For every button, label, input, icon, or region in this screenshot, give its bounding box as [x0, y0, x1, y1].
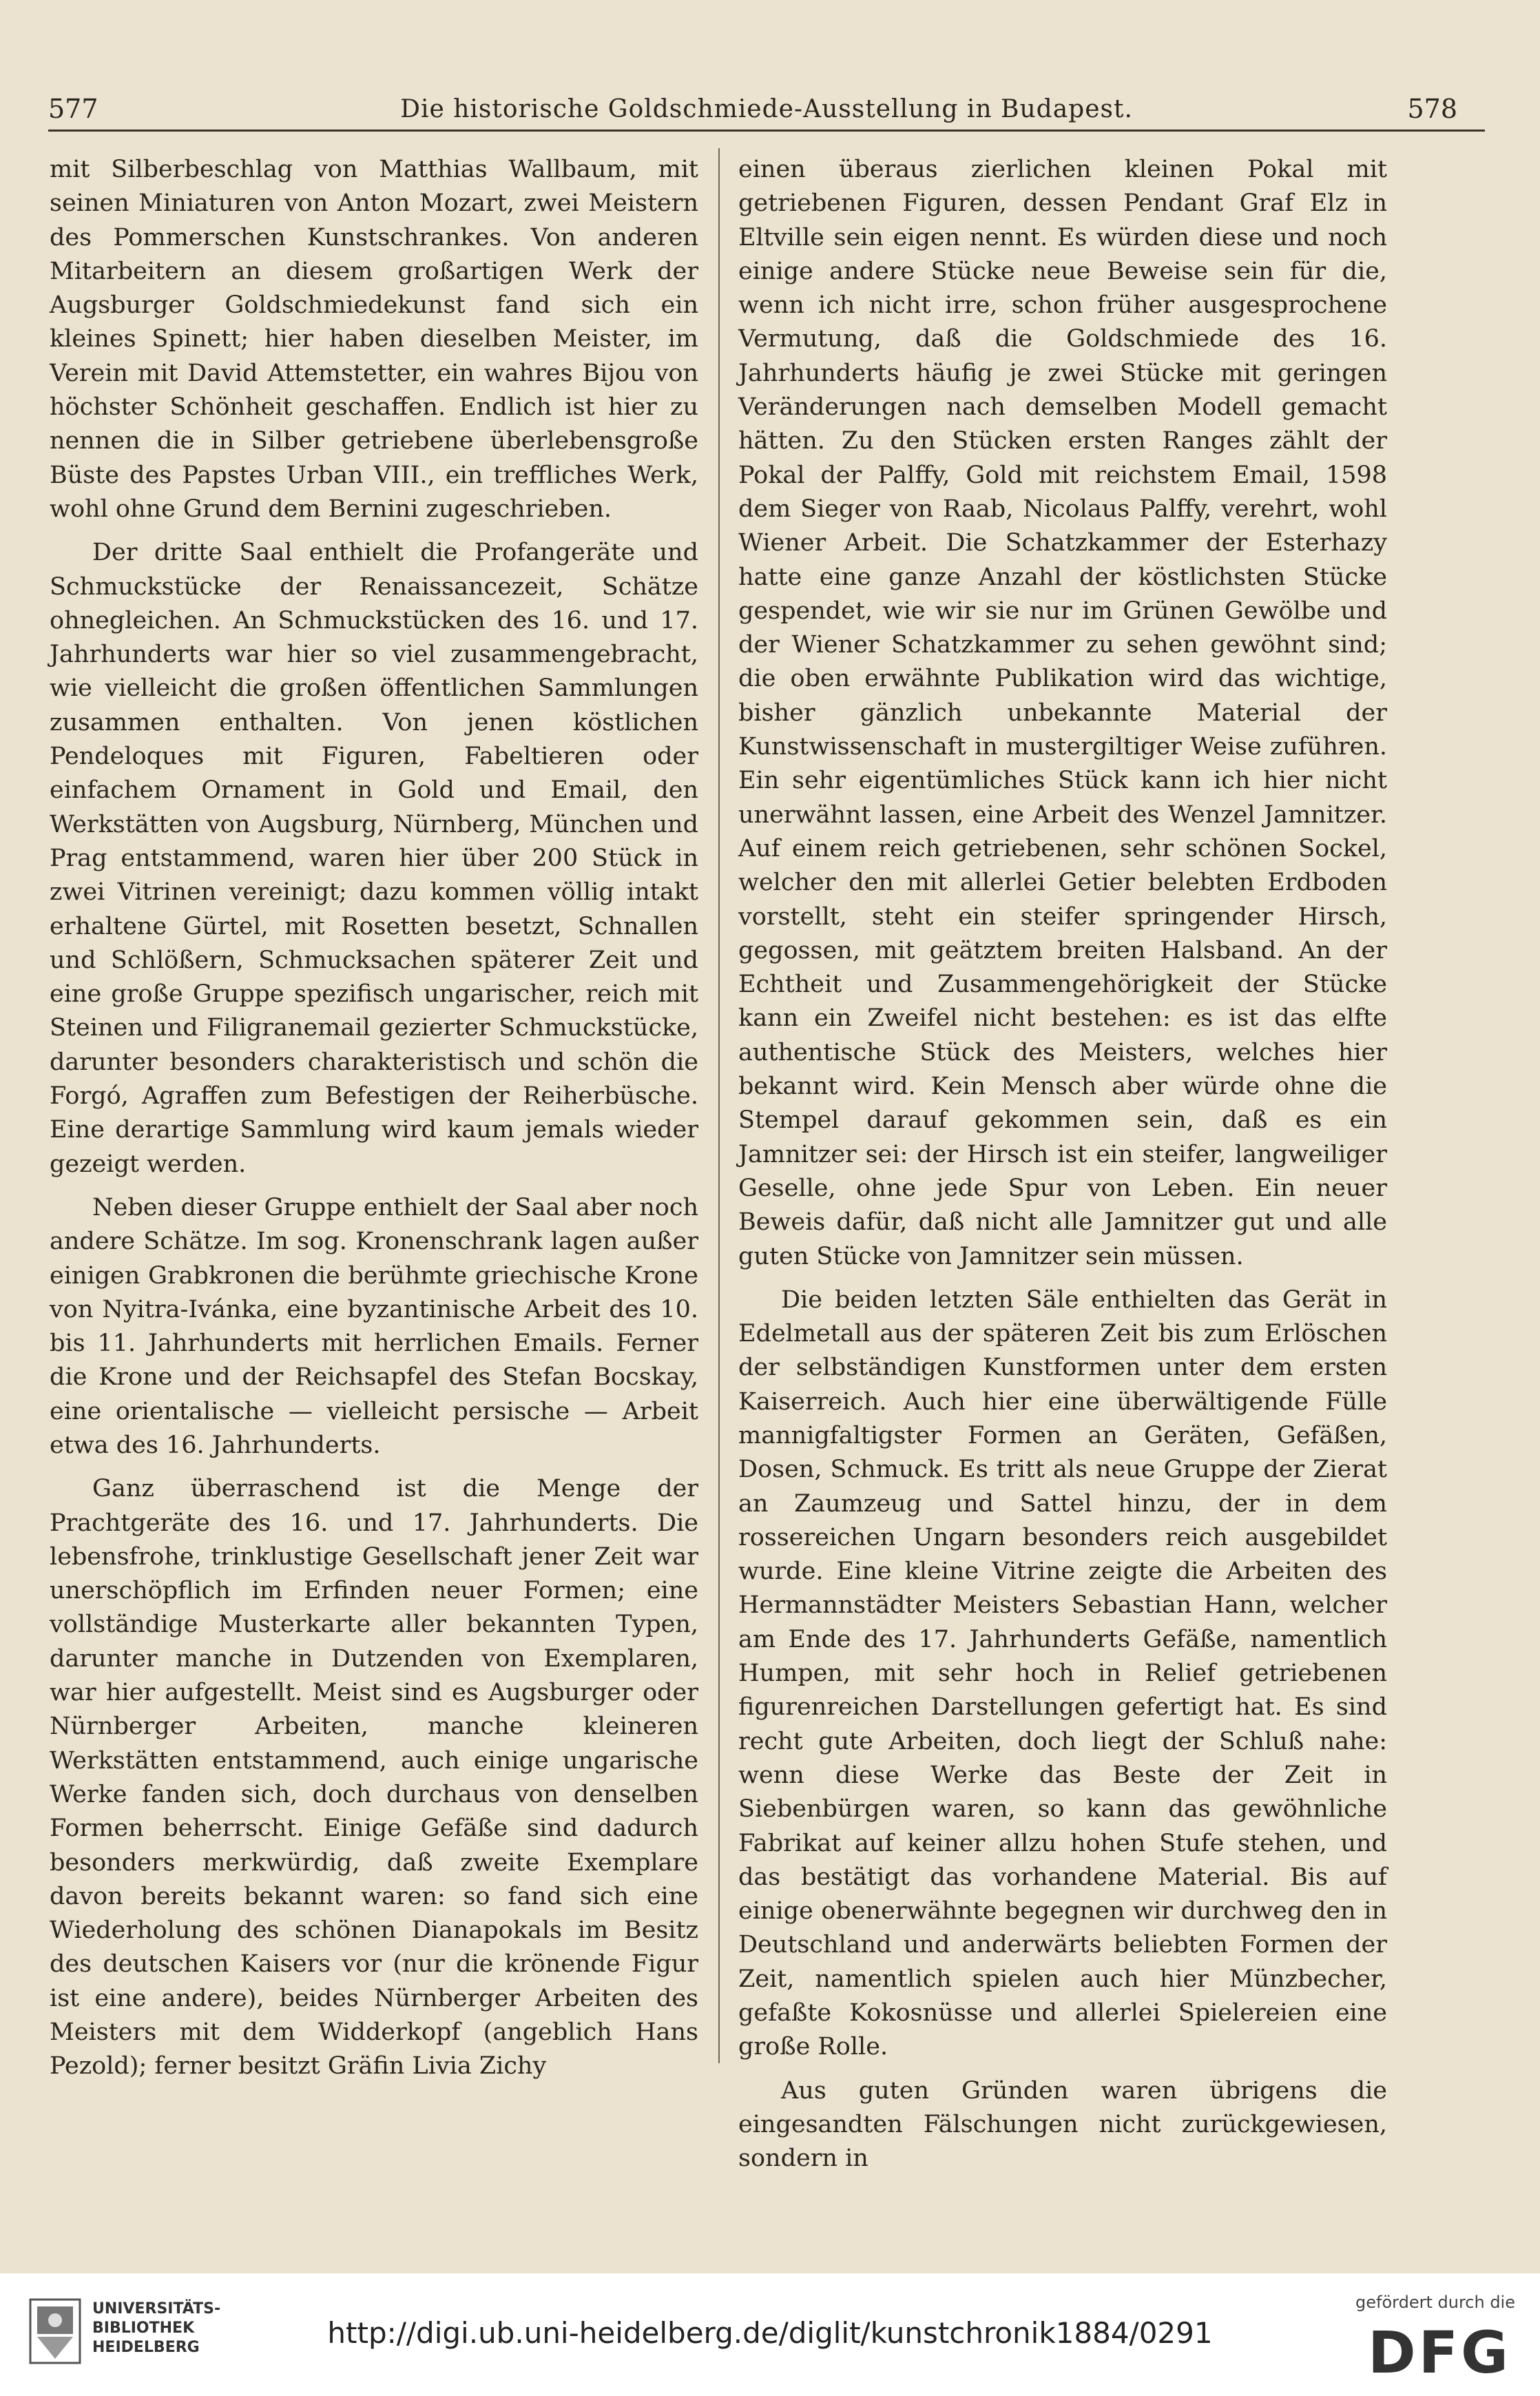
source-url-link[interactable]: http://digi.ub.uni-heidelberg.de/diglit/kunstchronik1884/0291 [327, 2316, 1213, 2350]
page-header [48, 81, 1485, 132]
right-column [738, 153, 1387, 2186]
dfg-logo: DFG [1367, 2319, 1511, 2386]
paragraph: Ganz überraschend ist die Menge der Prachtgeräte des 16. und 17. Jahrhunderts. Die lebensfrohe, trinklustige Gesellschaft jener Zeit war unerschöpflich im Erfinden neuer Formen; eine vollständige Musterkarte aller bekannten Typen, darunter manche in Dutzenden von Exemplaren, war hier aufgestellt. Meist sind es Augsburger oder Nürnberger Arbeiten, manche kleineren Werkstätten entstammend, auch einige ungarische Werke fanden sich, doch durchaus von denselben Formen beherrscht. Einige Gefäße sind dadurch besonders merkwürdig, daß zweite Exemplare davon bereits bekannt waren: so fand sich eine Wiederholung des schönen Dianapokals im Besitz des deutschen Kaisers vor (nur die krönende Figur ist eine andere), beides Nürnberger Arbeiten des Meisters mit dem Widderkopf (angeblich Hans Pezold); ferner besitzt Gräfin Livia Zichy [50, 1475, 698, 2080]
paragraph: mit Silberbeschlag von Matthias Wallbaum, mit seinen Miniaturen von Anton Mozart, zwei Meistern des Pommerschen Kunstschrankes. Von anderen Mitarbeitern an diesem großartigen Werk der Augsburger Goldschmiedekunst fand sich ein kleines Spinett; hier haben dieselben Meister, im Verein mit David Attemstetter, ein wahres Bijou von höchster Schönheit geschaffen. Endlich ist hier zu nennen die in Silber getriebene überlebensgroße Büste des Papstes Urban VIII., ein treffliches Werk, wohl ohne Grund dem Bernini zugeschrieben. [50, 156, 698, 523]
paragraph: Der dritte Saal enthielt die Profangeräte und Schmuckstücke der Renaissancezeit, Schätze ohnegleichen. An Schmuckstücken des 16. und 17. Jahrhunderts war hier so viel zusammengebracht, wie vielleicht die großen öffentlichen Sammlungen zusammen enthalten. Von jenen köstlichen Pendeloques mit Figuren, Fabeltieren oder einfachem Ornament in Gold und Email, den Werkstätten von Augsburg, Nürnberg, München und Prag entstammend, waren hier über 200 Stück in zwei Vitrinen vereinigt; dazu kommen völlig intakt erhaltene Gürtel, mit Rosetten besetzt, Schnallen und Schlößern, Schmucksachen späterer Zeit und eine große Gruppe spezifisch ungarischer, reich mit Steinen und Filigranemail gezierter Schmuckstücke, darunter besonders charakteristisch und schön die Forgó, Agraffen zum Befestigen der Reiherbüsche. Eine derartige Sammlung wird kaum jemals wieder gezeigt werden. [50, 539, 698, 1178]
running-title: Die historische Goldschmiede-Ausstellung in Budapest. [400, 95, 1133, 123]
column-divider [718, 148, 720, 2063]
page-number-right: 578 [1407, 94, 1457, 124]
left-column [50, 153, 698, 2094]
institution-name: UNIVERSITÄTS- BIBLIOTHEK HEIDELBERG [92, 2300, 221, 2356]
paragraph: einen überaus zierlichen kleinen Pokal mit getriebenen Figuren, dessen Pendant Graf Elz in Eltville sein eigen nennt. Es würden diese und noch einige andere Stücke neue Beweise sein für die, wenn ich nicht irre, schon früher ausgesprochene Vermutung, daß die Goldschmiede des 16. Jahrhunderts häufig je zwei Stücke mit geringen Veränderungen nach demselben Modell gemacht hätten. Zu den Stücken ersten Ranges zählt der Pokal der Palffy, Gold mit reichstem Email, 1598 dem Sieger von Raab, Nicolaus Palffy, verehrt, wohl Wiener Arbeit. Die Schatzkammer der Esterhazy hatte eine ganze Anzahl der köstlichsten Stücke gespendet, wie wir sie nur im Grünen Gewölbe und der Wiener Schatzkammer zu sehen gewöhnt sind; die oben erwähnte Publikation wird das wichtige, bisher gänzlich unbekannte Material der Kunstwissenschaft in mustergiltiger Weise zuführen. Ein sehr eigentümliches Stück kann ich hier nicht unerwähnt lassen, eine Arbeit des Wenzel Jamnitzer. Auf einem reich getriebenen, sehr schönen Sockel, welcher den mit allerlei Getier belebten Erdboden vorstellt, steht ein steifer springender Hirsch, gegossen, mit geätztem breiten Halsband. An der Echtheit und Zusammengehörigkeit der Stücke kann ein Zweifel nicht bestehen: es ist das elfte authentische Stück des Meisters, welches hier bekannt wird. Kein Mensch aber würde ohne die Stempel darauf gekommen sein, daß es ein Jamnitzer sei: der Hirsch ist ein steifer, langweiliger Geselle, ohne jede Spur von Leben. Ein neuer Beweis dafür, daß nicht alle Jamnitzer gut und alle guten Stücke von Jamnitzer sein müssen. [738, 156, 1387, 1270]
paragraph: Aus guten Gründen waren übrigens die eingesandten Fälschungen nicht zurückgewiesen, sondern in [738, 2076, 1387, 2173]
funding-note: gefördert durch die [1355, 2293, 1515, 2312]
digitization-footer [0, 2273, 1540, 2396]
paragraph: Neben dieser Gruppe enthielt der Saal aber noch andere Schätze. Im sog. Kronenschrank lagen außer einigen Grabkronen die berühmte griechische Krone von Nyitra-Ivánka, eine byzantinische Arbeit des 10. bis 11. Jahrhunderts mit herrlichen Emails. Ferner die Krone und der Reichsapfel des Stefan Bocskay, eine orientalische — vielleicht persische — Arbeit etwa des 16. Jahrhunderts. [50, 1193, 698, 1459]
page-number-left: 577 [48, 94, 98, 124]
paragraph: Die beiden letzten Säle enthielten das Gerät in Edelmetall aus der späteren Zeit bis zum Erlöschen der selbständigen Kunstformen unter dem ersten Kaiserreich. Auch hier eine überwältigende Fülle mannigfaltigster Formen an Geräten, Gefäßen, Dosen, Schmuck. Es tritt als neue Gruppe der Zierat an Zaumzeug und Sattel hinzu, der in dem rossereichen Ungarn besonders reich ausgebildet wurde. Eine kleine Vitrine zeigte die Arbeiten des Hermannstädter Meisters Sebastian Hann, welcher am Ende des 17. Jahrhunderts Gefäße, namentlich Humpen, mit sehr hoch in Relief getriebenen figurenreichen Darstellungen gefertigt hat. Es sind recht gute Arbeiten, doch liegt der Schluß nahe: wenn diese Werke das Beste der Zeit in Siebenbürgen waren, so kann das gewöhnliche Fabrikat auf keiner allzu hohen Stufe stehen, und das bestätigt das vorhandene Material. Bis auf einige obenerwähnte begegnen wir durchweg den in Deutschland und anderwärts beliebten Formen der Zeit, namentlich spielen auch hier Münzbecher, gefaßte Kokosnüsse und allerlei Spielereien eine große Rolle. [738, 1285, 1387, 2061]
